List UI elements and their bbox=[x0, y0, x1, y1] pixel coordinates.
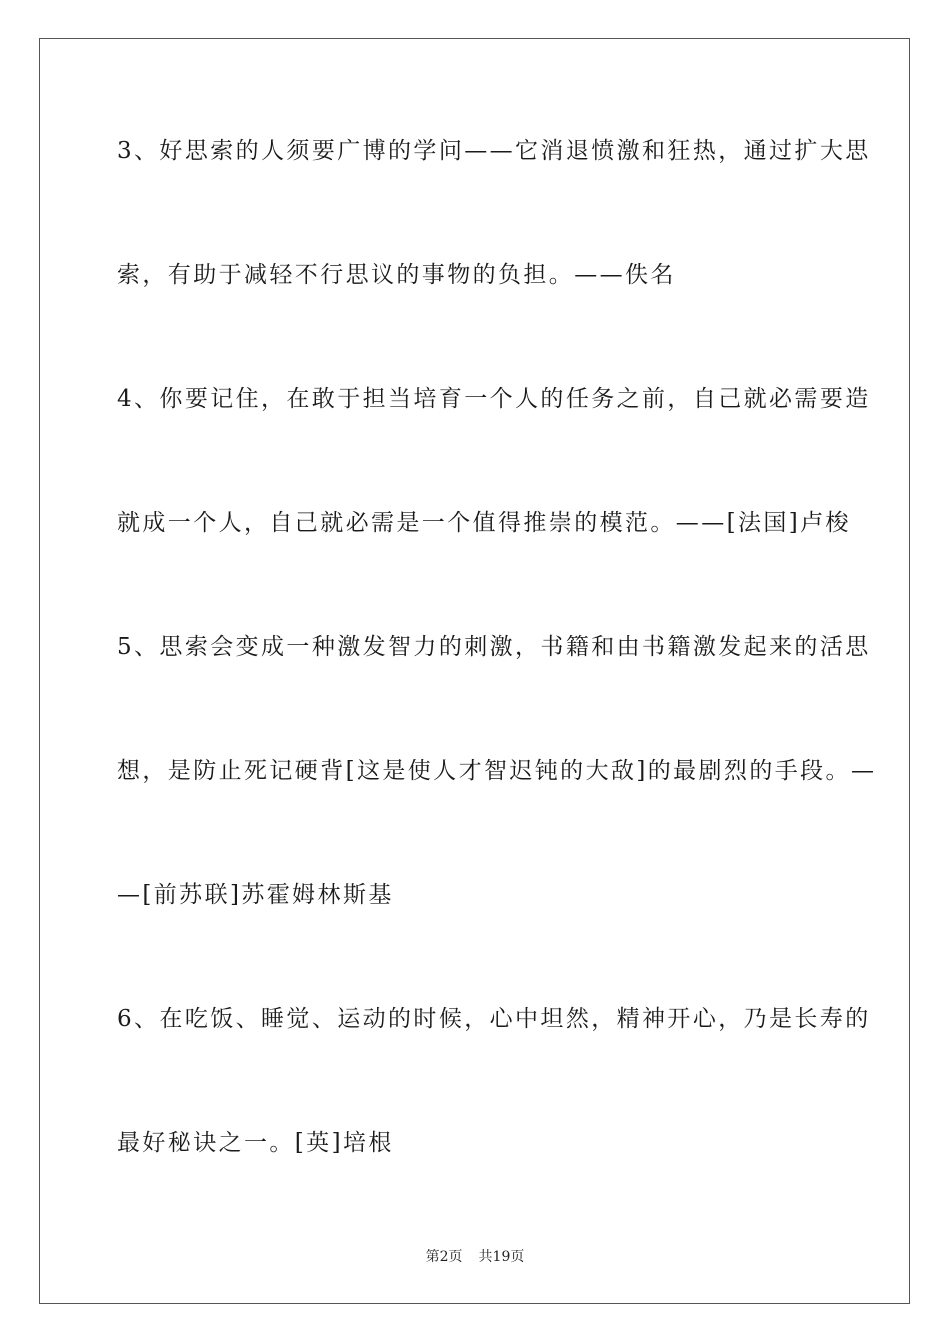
text-line: 最好秘诀之一。[英]培根 bbox=[117, 1130, 394, 1156]
page-number: 第2页 bbox=[425, 1249, 463, 1265]
page-border bbox=[39, 38, 910, 1304]
text-line: 6、在吃饭、睡觉、运动的时候，心中坦然，精神开心，乃是长寿的 bbox=[117, 1006, 871, 1032]
text-line: —[前苏联]苏霍姆林斯基 bbox=[117, 882, 394, 908]
page-footer bbox=[0, 1248, 950, 1266]
text-line: 5、思索会变成一种激发智力的刺激，书籍和由书籍激发起来的活思 bbox=[117, 634, 871, 660]
text-line: 3、好思索的人须要广博的学问——它消退愤激和狂热，通过扩大思 bbox=[117, 138, 871, 164]
page-total: 共19页 bbox=[478, 1249, 525, 1265]
text-line: 就成一个人，自己就必需是一个值得推崇的模范。——[法国]卢梭 bbox=[117, 510, 851, 536]
text-line: 4、你要记住，在敢于担当培育一个人的任务之前，自己就必需要造 bbox=[117, 386, 871, 412]
text-line: 想，是防止死记硬背[这是使人才智迟钝的大敌]的最剧烈的手段。— bbox=[117, 758, 877, 784]
text-line: 索，有助于减轻不行思议的事物的负担。——佚名 bbox=[117, 262, 676, 288]
